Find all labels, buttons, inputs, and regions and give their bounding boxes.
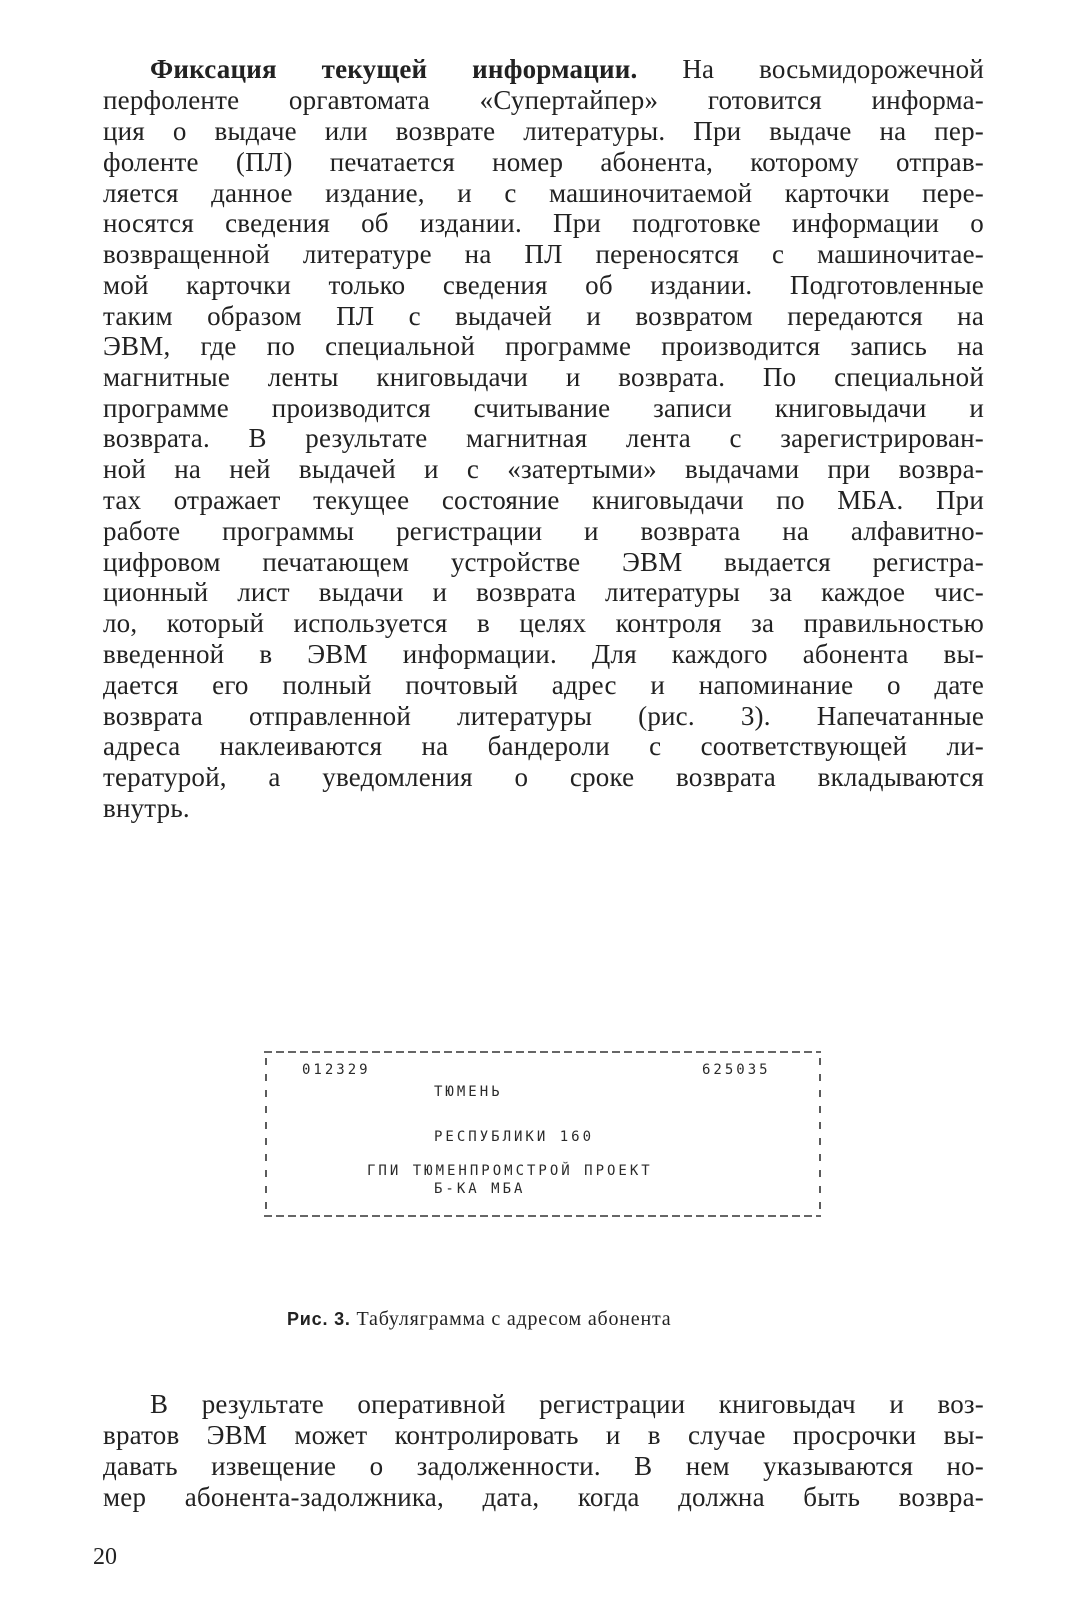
paragraph-line-text: На восьмидорожечной <box>682 54 984 84</box>
paragraph-line: фоленте (ПЛ) печатается номер абонента, которому отправ- <box>103 147 984 177</box>
paragraph-line: возврата. В результате магнитная лента с зарегистрирован- <box>103 423 984 453</box>
paragraph-line: ной на ней выдачей и с «затертыми» выдачами при возвра- <box>103 454 984 484</box>
paragraph-line: мой карточки только сведения об издании. Подготовленные <box>103 270 984 300</box>
address-street: РЕСПУБЛИКИ 160 <box>434 1129 595 1145</box>
paragraph-line: возвращенной литературе на ПЛ переносятся с машиночитае- <box>103 239 984 269</box>
paragraph-line: программе производится считывание записи книговыдачи и <box>103 393 984 423</box>
paragraph-line: таким образом ПЛ с выдачей и возвратом передаются на <box>103 301 984 331</box>
paragraph-line: магнитные ленты книговыдачи и возврата. По специальной <box>103 362 984 392</box>
paragraph-line: носятся сведения об издании. При подготовке информации о <box>103 208 984 238</box>
figure-caption <box>287 1307 671 1331</box>
paragraph-line: цифровом печатающем устройстве ЭВМ выдается регистра- <box>103 547 984 577</box>
address-city: ТЮМЕНЬ <box>434 1084 503 1100</box>
postal-code: 625035 <box>702 1062 771 1078</box>
paragraph-line <box>150 53 984 85</box>
subscriber-number: 012329 <box>302 1062 371 1078</box>
paragraph-line: мер абонента-задолжника, дата, когда должна быть возвра- <box>103 1482 984 1512</box>
paragraph-line: перфоленте оргавтомата «Супертайпер» готовится информа- <box>103 85 984 115</box>
paragraph-line: тах отражает текущее состояние книговыдачи по МБА. При <box>103 485 984 515</box>
paragraph-line: В результате оперативной регистрации книговыдач и воз- <box>150 1389 984 1419</box>
address-department: Б-КА МБА <box>434 1181 526 1197</box>
paragraph-line: ционный лист выдачи и возврата литературы за каждое чис- <box>103 577 984 607</box>
paragraph-line: ляется данное издание, и с машиночитаемой карточки пере- <box>103 178 984 208</box>
figure-caption-label: Рис. 3. <box>287 1309 351 1329</box>
paragraph-line: ЭВМ, где по специальной программе производится запись на <box>103 331 984 361</box>
paragraph-line: ло, который используется в целях контроля за правильностью <box>103 608 984 638</box>
paragraph-line: давать извещение о задолженности. В нем указываются но- <box>103 1451 984 1481</box>
figure-caption-text: Табуляграмма с адресом абонента <box>356 1308 672 1330</box>
paragraph-line: работе программы регистрации и возврата на алфавитно- <box>103 516 984 546</box>
paragraph-line: адреса наклеиваются на бандероли с соответствующей ли- <box>103 731 984 761</box>
paragraph-line: тературой, а уведомления о сроке возврата вкладываются <box>103 762 984 792</box>
paragraph-line: вратов ЭВМ может контролировать и в случае просрочки вы- <box>103 1420 984 1450</box>
paragraph-line: введенной в ЭВМ информации. Для каждого абонента вы- <box>103 639 984 669</box>
paragraph-line: внутрь. <box>103 793 190 823</box>
paragraph-line: возврата отправленной литературы (рис. 3). Напечатанные <box>103 701 984 731</box>
paragraph-heading: Фиксация текущей информации. <box>150 54 638 84</box>
page-number: 20 <box>93 1544 117 1570</box>
address-organization: ГПИ ТЮМЕНПРОМСТРОЙ ПРОЕКТ <box>367 1163 653 1179</box>
tabulagram-figure <box>264 1050 824 1219</box>
paragraph-line: ция о выдаче или возврате литературы. При выдаче на пер- <box>103 116 984 146</box>
paragraph-line: дается его полный почтовый адрес и напоминание о дате <box>103 670 984 700</box>
